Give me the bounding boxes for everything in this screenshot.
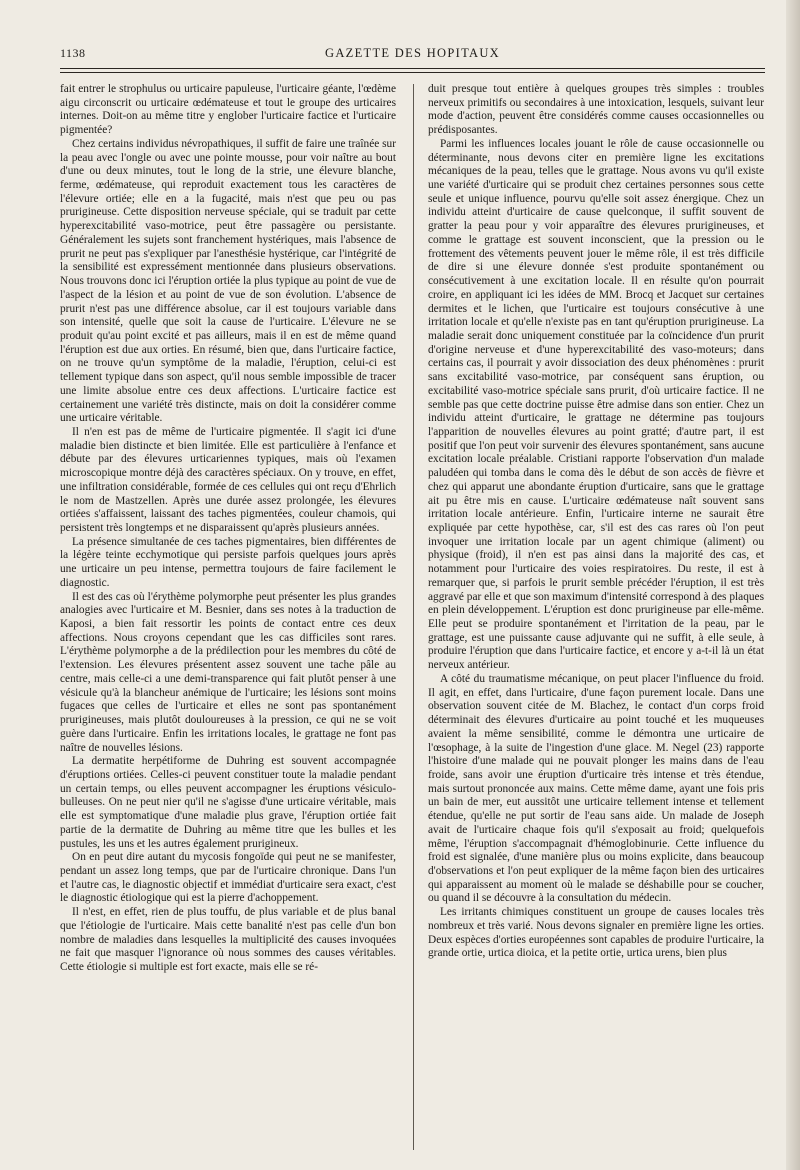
running-header [60,44,765,64]
left-column [60,83,396,975]
paragraph: fait entrer le strophulus ou urticaire papuleuse, l'urticaire géante, l'œdème aigu circonscrit ou urticaire œdémateuse et tout le groupe des urticaires internes. Doit-on au même titre y englober l'urticaire factice et l'urticaire pigmentée? [60,83,396,137]
header-rule-thin [60,72,765,73]
paragraph: Il n'en est pas de même de l'urticaire pigmentée. Il s'agit ici d'une maladie bien distincte et bien limitée. Elle est particulière à l'enfance et débute par des élevures urticariennes typiques, mais où l'examen microscopique montre déjà des caractères spéciaux. On y trouve, en effet, une infiltration considérable, formée de ces cellules qui ont reçu d'Ehrlich le nom de Mastzellen. Après une durée assez prolongée, les élevures ortiées s'affaissent, laissant des taches pigmentées, couleur chamois, qui persistent très longtemps et ne disparaissent qu'après plusieurs années. [60,425,396,534]
paragraph: Il est des cas où l'érythème polymorphe peut présenter les plus grandes analogies avec l'urticaire et M. Besnier, dans ses notes à la traduction de Kaposi, a bien fait ressortir les points de contact entre ces deux affections. Nous croyons cependant que les cas difficiles sont rares. L'érythème polymorphe a de la prédilection pour les membres du côté de l'extension. Les élevures présentent assez souvent une tache pâle au centre, mais celle-ci a une demi-transparence qui fait plutôt penser à une vésicule qu'à la blancheur anémique de l'urticaire; les lésions sont moins fugaces que celles de l'urticaire et elles ne sont pas spontanément prurigineuses, mais plutôt douloureuses à la pression, ce qui ne se voit guère dans l'urticaire. Enfin les irritations locales, le grattage ne font pas naître de nouvelles lésions. [60,590,396,754]
paragraph: On en peut dire autant du mycosis fongoïde qui peut ne se manifester, pendant un assez long temps, que par de l'urticaire chronique. Dans l'un et l'autre cas, le diagnostic objectif et immédiat d'urticaire sera exact, c'est le diagnostic étiologique qui est la pierre d'achoppement. [60,851,396,905]
page-edge-shadow [786,0,800,1170]
paragraph: Il n'est, en effet, rien de plus touffu, de plus variable et de plus banal que l'étiologie de l'urticaire. Mais cette banalité n'est pas celle d'un bon nombre de maladies dans lesquelles la multiplicité des causes invoquées ne fait que masquer l'ignorance où nous sommes des causes véritables. Cette étiologie si multiple est fort exacte, mais elle se ré- [60,906,396,973]
paragraph: Les irritants chimiques constituent un groupe de causes locales très nombreux et très varié. Nous devons signaler en première ligne les orties. Deux espèces d'orties européennes sont capables de produire l'urticaire, la grande ortie, urtica dioica, et la petite ortie, urtica urens, bien plus [428,906,764,960]
paragraph: La dermatite herpétiforme de Duhring est souvent accompagnée d'éruptions ortiées. Celles-ci peuvent constituer toute la maladie pendant un certain temps, ou elles peuvent accompagner les éruptions vésiculo-bulleuses. On ne peut nier qu'il ne s'agisse d'une urticaire véritable, mais elle est symptomatique d'une maladie plus grave, l'éruption ortiée fait partie de la dermatite de Duhring au même titre que les bulles et les pustules, les uns et les autres également prurigineux. [60,755,396,850]
right-column [428,83,764,961]
paragraph: Chez certains individus névropathiques, il suffit de faire une traînée sur la peau avec l'ongle ou avec une pointe mousse, pour voir naître au bout d'une ou deux minutes, tout le long de la strie, une élevure blanche, ferme, œdémateuse, qui reproduit exactement tous les caractères de l'élevure ortiée; elle en a la fugacité, mais n'est que peu ou pas prurigineuse. Cette disposition nerveuse spéciale, qui se traduit par cette hyperexcitabilité vaso-motrice, peut être passagère ou persistante. Généralement les sujets sont franchement hystériques, mais l'absence de prurit ne peut pas s'expliquer par l'anesthésie hystérique, car l'intégrité de la sensibilité est expressément mentionnée dans plusieurs observations. Nous trouvons donc ici l'éruption ortiée la plus typique au point de vue de l'aspect de la lésion et au point de vue de son évolution. L'absence de prurit n'est pas une différence absolue, car il est toujours variable dans son intensité, quelle que soit la cause de l'urticaire. L'élevure ne se produit qu'au point excité et pas ailleurs, mais il en est de même quand l'éruption est due aux orties. En résumé, bien que, dans l'urticaire factice, on ne trouve qu'un symptôme de la maladie, l'éruption, celui-ci est tellement typique dans son aspect, qu'il nous semble impossible de tracer une limite absolue entre ces deux affections. L'urticaire factice est certainement une variété très distincte, mais on doit la considérer comme une urticaire véritable. [60,137,396,425]
journal-title: GAZETTE DES HOPITAUX [325,46,500,60]
paragraph: duit presque tout entière à quelques groupes très simples : troubles nerveux primitifs ou secondaires à une intoxication, lesquels, suivant leur mode d'action, peuvent être considérés comme causes occasionnelles ou prédisposantes. [428,83,764,137]
page-number: 1138 [60,46,86,60]
header-rule-thick [60,68,765,69]
paragraph: A côté du traumatisme mécanique, on peut placer l'influence du froid. Il agit, en effet, dans l'urticaire, d'une façon purement locale. Dans une observation souvent citée de M. Blachez, le contact d'un corps froid déterminait des élevures d'urticaire au point touché et les muqueuses avaient la même sensibilité, comme le démontra une urticaire de l'œsophage, à la suite de l'ingestion d'une glace. M. Negel (23) rapporte l'histoire d'une malade qui ne pouvait plonger les mains dans de l'eau froide, sans avoir une éruption d'urticaire très intense et très étendue, mais surtout prononcée aux mains. Cette même dame, ayant une fois pris un bain de mer, eut aussitôt une urticaire tellement intense et tellement étendue, qu'elle ne put sortir de l'eau sans aide. Un malade de Joseph avait de l'urticaire chaque fois qu'il s'exposait au froid; quelquefois même, l'éruption s'accompagnait d'hémoglobinurie. Cette influence du froid est signalée, d'une manière plus ou moins explicite, dans beaucoup d'observations et l'on peut expliquer de la même façon bien des urticaires qui apparaissent au moment où le malade se déshabille pour se coucher, ou quand il se découvre à la consultation du médecin. [428,672,764,905]
paragraph: La présence simultanée de ces taches pigmentaires, bien différentes de la légère teinte ecchymotique qui persiste parfois quelques jours après une urticaire un peu intense, permettra toujours de faire facilement le diagnostic. [60,535,396,589]
column-divider [413,84,414,1150]
paragraph: Parmi les influences locales jouant le rôle de cause occasionnelle ou déterminante, nous devons citer en première ligne les excitations mécaniques de la peau, telles que le grattage. Nous avons vu qu'il existe une variété d'urticaire qui se produit chez certaines personnes sous cette seule et unique influence, pourvu qu'elle soit assez énergique. Chez un individu atteint d'urticaire de cause quelconque, il suffit souvent de gratter la peau pour y voir apparaître des élevures prurigineuses, et comme le grattage est souvent inconscient, que la pression ou le frottement des vêtements peuvent jouer le même rôle, il est très difficile de dire si une élevure donnée s'est produite spontanément ou consécutivement à une excitation locale. Il en résulte qu'on pourrait croire, en appliquant ici les idées de MM. Brocq et Jacquet sur certaines dermites et le lichen, que l'urticaire est toujours consécutive à une irritation locale et qu'elle n'existe pas en tant qu'éruption prurigineuse. La maladie serait donc uniquement constituée par la coïncidence d'un prurit d'origine nerveuse et d'une hyperexcitabilité des vaso-moteurs; dans certains cas, il pourrait y avoir dissociation des deux phénomènes : prurit sans excitabilité vaso-motrice, par conséquent sans éruption, ou excitabilité vaso-motrice spéciale sans prurit, d'où urticaire factice. Il ne semble pas que cette doctrine puisse être admise dans son entier. Chez un individu atteint d'urticaire, le grattage ne détermine pas toujours l'apparition de nouvelles élevures au point gratté; d'autre part, il est positif que l'on peut voir survenir des élevures spontanément, sans aucune excitation locale préalable. Cristiani rapporte l'observation d'un malade paludéen qui tomba dans le coma dès le début de son accès de fièvre et chez qui apparut une abondante éruption d'urticaire, sans que le grattage ait pu être mis en cause. L'urticaire œdémateuse naît souvent sans irritation locale antérieure. Enfin, l'urticaire interne ne saurait être expliquée par cette hypothèse, car, s'il est des cas rares où l'on peut invoquer une irritation locale par un agent chimique (aliment) ou physique (froid), il n'en est pas ainsi dans la majorité des cas, et notamment pour l'urticaire des voies respiratoires. Du reste, il est à remarquer que, si parfois le prurit semble précéder l'éruption, il est très aggravé par elle et que son maximum d'intensité correspond à des plaques en plein développement. L'éruption est donc prurigineuse par elle-même. Elle peut se produire spontanément et l'irritation de la peau, par le grattage, est une puissante cause adjuvante qui ne suffit, à elle seule, à produire l'éruption que dans l'urticaire factice, et encore y a-t-il là un état nerveux antérieur. [428,137,764,672]
